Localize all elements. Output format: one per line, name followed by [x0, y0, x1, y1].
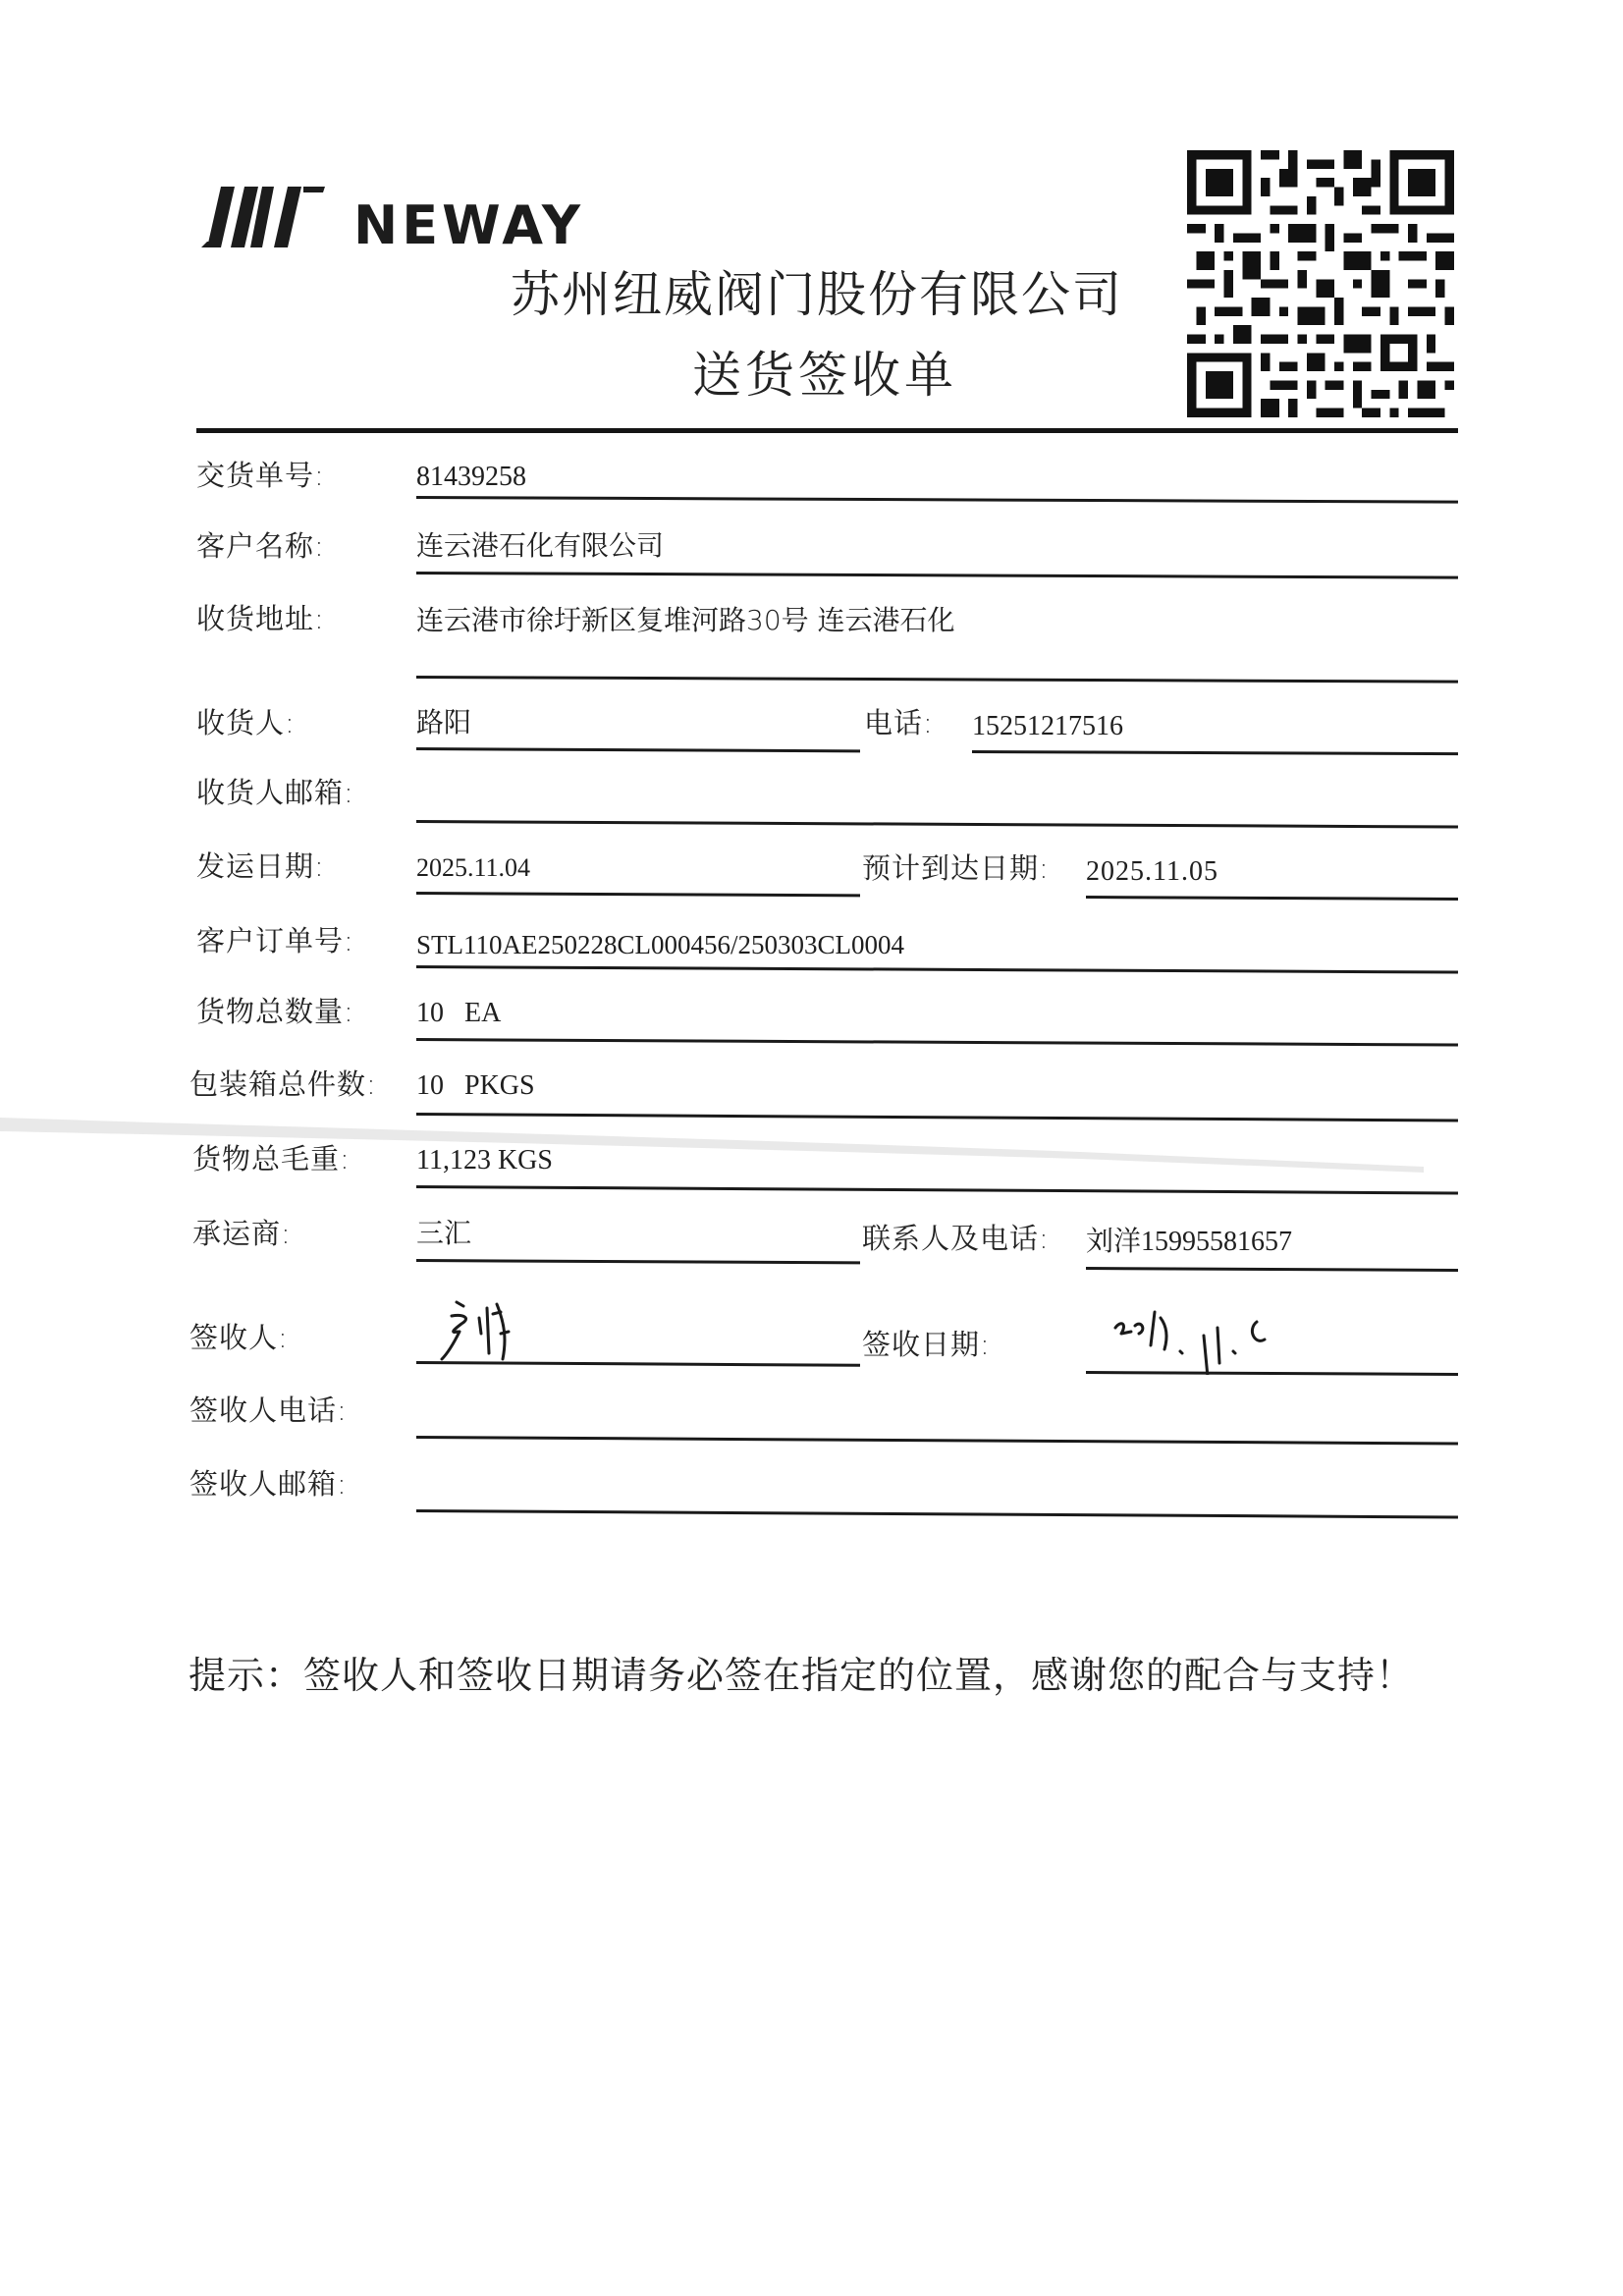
- receipt-date-label: 签收日期:: [862, 1328, 991, 1361]
- total-packages-value: 10 PKGS: [416, 1070, 535, 1101]
- consignee-value: 路阳: [416, 706, 472, 738]
- consignee-phone-value: 15251217516: [972, 711, 1123, 741]
- total-packages-label: 包装箱总件数:: [189, 1067, 377, 1101]
- consignee-phone-label: 电话:: [864, 706, 934, 739]
- delivery-no-label: 交货单号:: [196, 459, 325, 492]
- total-qty-label: 货物总数量:: [196, 995, 354, 1028]
- carrier-label: 承运商:: [192, 1217, 292, 1250]
- carrier-underline: [416, 1259, 860, 1264]
- customer-name-label: 客户名称:: [196, 529, 325, 563]
- ship-date-value: 2025.11.04: [416, 853, 531, 882]
- signing-hint: 提示：签收人和签收日期请务必签在指定的位置，感谢您的配合与支持！: [189, 1654, 1415, 1697]
- neway-logo-icon: [201, 187, 339, 251]
- receiver-signature-label: 签收人:: [189, 1321, 289, 1354]
- customer-name-underline: [416, 572, 1458, 579]
- handwritten-receipt-date[interactable]: [1109, 1306, 1355, 1375]
- consignee-phone-underline: [972, 750, 1458, 755]
- carrier-value: 三汇: [416, 1217, 472, 1249]
- delivery-address-label: 收货地址:: [196, 602, 325, 635]
- gross-weight-underline: [416, 1185, 1458, 1194]
- handwritten-signature[interactable]: [412, 1294, 589, 1363]
- receiver-phone-underline: [416, 1436, 1458, 1445]
- receiver-email-label: 签收人邮箱:: [189, 1467, 348, 1501]
- total-qty-underline: [416, 1038, 1458, 1047]
- carrier-contact-underline: [1086, 1267, 1458, 1272]
- delivery-address-value: 连云港市徐圩新区复堆河路30号 连云港石化: [416, 604, 955, 636]
- total-qty-value: 10 EA: [416, 998, 502, 1028]
- carrier-contact-value: 刘洋15995581657: [1086, 1227, 1293, 1257]
- gross-weight-label: 货物总毛重:: [192, 1142, 351, 1175]
- delivery-no-value: 81439258: [416, 462, 526, 492]
- eta-underline: [1086, 896, 1458, 901]
- header-rule: [196, 428, 1458, 433]
- delivery-no-underline: [416, 496, 1458, 504]
- customer-po-value: STL110AE250228CL000456/250303CL0004: [416, 930, 904, 959]
- customer-po-label: 客户订单号:: [196, 924, 354, 957]
- receiver-email-underline: [416, 1509, 1458, 1518]
- eta-value: 2025.11.05: [1086, 856, 1218, 887]
- customer-po-underline: [416, 965, 1458, 974]
- carrier-contact-label: 联系人及电话:: [862, 1222, 1050, 1255]
- receiver-signature-underline: [416, 1361, 860, 1367]
- ship-date-underline: [416, 892, 860, 897]
- receipt-date-underline: [1086, 1371, 1458, 1376]
- consignee-underline: [416, 747, 860, 752]
- eta-label: 预计到达日期:: [862, 851, 1050, 885]
- consignee-label: 收货人:: [196, 706, 296, 739]
- receiver-phone-label: 签收人电话:: [189, 1394, 348, 1427]
- qr-code-icon: [1183, 150, 1458, 417]
- consignee-email-label: 收货人邮箱:: [196, 776, 354, 809]
- document-title: 送货签收单: [692, 347, 957, 404]
- brand-name: NEWAY: [353, 194, 584, 256]
- customer-name-value: 连云港石化有限公司: [416, 529, 665, 562]
- ship-date-label: 发运日期:: [196, 849, 325, 883]
- consignee-email-underline: [416, 820, 1458, 829]
- delivery-address-underline: [416, 676, 1458, 683]
- gross-weight-value: 11,123 KGS: [416, 1145, 553, 1175]
- company-name: 苏州纽威阀门股份有限公司: [511, 266, 1123, 323]
